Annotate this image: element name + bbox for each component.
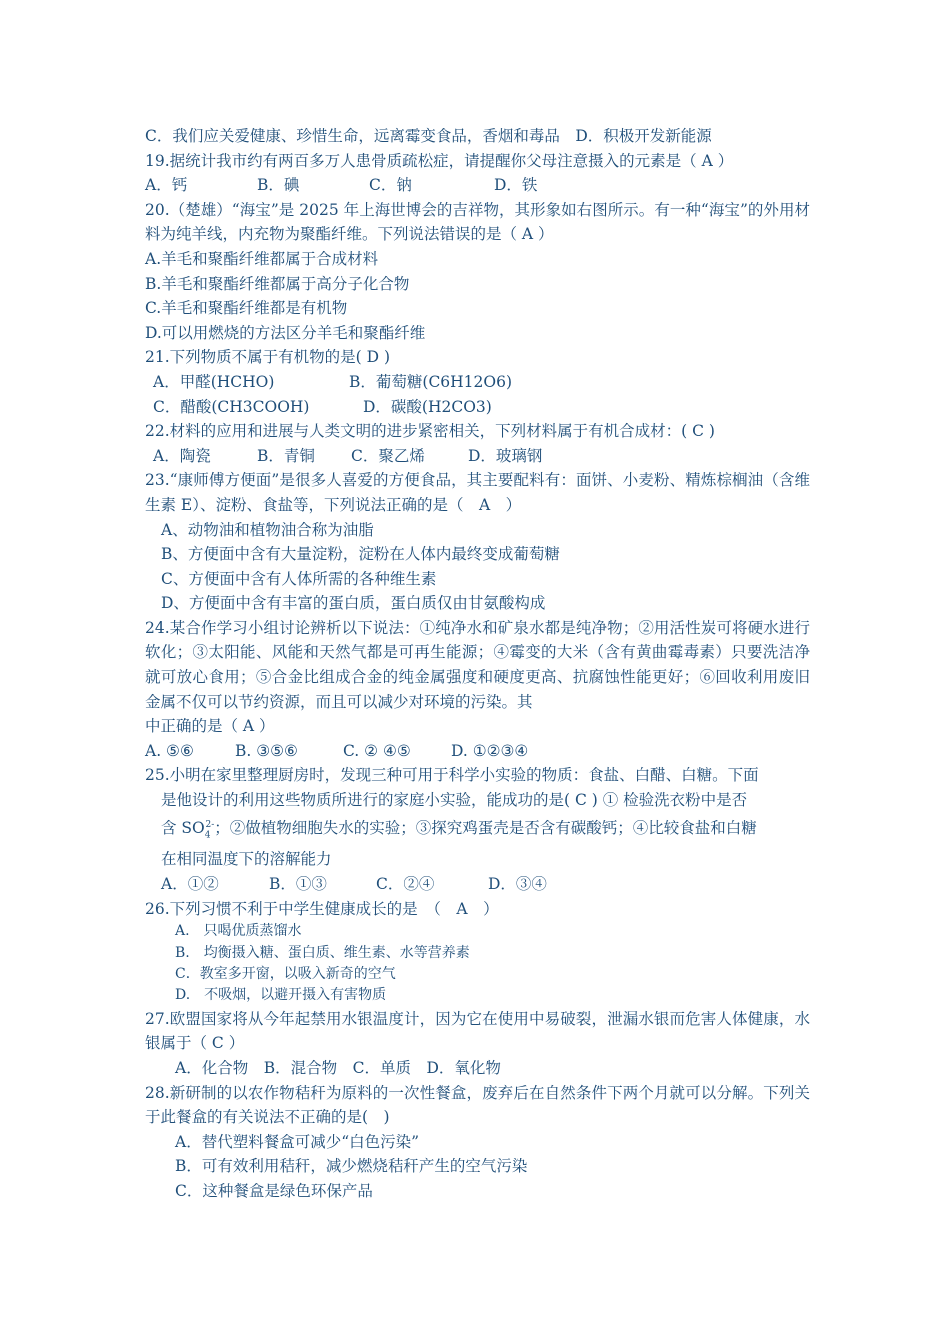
question-22: 22.材料的应用和进展与人类文明的进步紧密相关，下列材料属于有机合成材：( C ) bbox=[145, 422, 715, 441]
option: D．碳酸(H2CO3) bbox=[363, 397, 492, 416]
question-25-body: 是他设计的利用这些物质所进行的家庭小实验，能成功的是( C ) ① 检验洗衣粉中是否 bbox=[161, 791, 748, 810]
question-25-body: 在相同温度下的溶解能力 bbox=[161, 850, 332, 869]
question-28-option-b: B．可有效利用秸秆，减少燃烧秸秆产生的空气污染 bbox=[175, 1157, 528, 1176]
subscript: 4 bbox=[204, 829, 211, 840]
question-24-options bbox=[145, 739, 810, 764]
text-fragment: 含 SO bbox=[161, 818, 205, 837]
question-26-option-d: D. 不吸烟，以避开摄入有害物质 bbox=[175, 987, 387, 1004]
option: A．陶瓷 bbox=[153, 446, 211, 465]
question-26: 26.下列习惯不利于中学生健康成长的是 （ A ） bbox=[145, 899, 499, 918]
option: B．①③ bbox=[269, 875, 327, 894]
question-21-options-row2 bbox=[145, 395, 810, 420]
option: B. ③⑤⑥ bbox=[235, 741, 298, 760]
option: C．钠 bbox=[369, 176, 412, 195]
question-26-option-c: C．教室多开窗，以吸入新奇的空气 bbox=[175, 966, 396, 983]
question-23-option-a: A、动物油和植物油合称为油脂 bbox=[161, 520, 374, 539]
question-20: 20.（楚雄）“海宝”是 2025 年上海世博会的吉祥物，其形象如右图所示。有一种“海宝”的外用材料为纯羊线，内充物为聚酯纤维。下列说法错误的是（ A ） bbox=[145, 200, 810, 244]
question-21-options-row1 bbox=[145, 370, 810, 395]
question-26-option-a: A. 只喝优质蒸馏水 bbox=[175, 923, 302, 940]
option: C．聚乙烯 bbox=[351, 446, 425, 465]
question-19-options bbox=[145, 173, 810, 198]
option: A．钙 bbox=[145, 176, 188, 195]
question-20-option-c: C.羊毛和聚酯纤维都是有机物 bbox=[145, 299, 348, 318]
option: C．醋酸(CH3COOH) bbox=[153, 397, 310, 416]
question-23-option-c: C、方便面中含有人体所需的各种维生素 bbox=[161, 569, 437, 588]
text-fragment: ；②做植物细胞失水的实验；③探究鸡蛋壳是否含有碳酸钙；④比较食盐和白糖 bbox=[214, 818, 757, 837]
question-19: 19.据统计我市约有两百多万人患骨质疏松症，请提醒你父母注意摄入的元素是（ A ） bbox=[145, 151, 734, 170]
question-23-option-d: D、方便面中含有丰富的蛋白质，蛋白质仅由甘氨酸构成 bbox=[161, 594, 546, 613]
option: D．铁 bbox=[494, 176, 538, 195]
question-20-option-b: B.羊毛和聚酯纤维都属于高分子化合物 bbox=[145, 274, 410, 293]
option: B．碘 bbox=[257, 176, 300, 195]
question-25-body bbox=[145, 813, 810, 848]
question-24: 24.某合作学习小组讨论辨析以下说法：①纯净水和矿泉水都是纯净物；②用活性炭可将硬水进行软化；③太阳能、风能和天然气都是可再生能源；④霉变的大米（含有黄曲霉毒素）只要洗洁净就可放心食用；⑤合金比组成合金的纯金属强度和硬度更高、抗腐蚀性能更好；⑥回收利用废旧金属不仅可以节约资源，而且可以减少对环境的污染。其 bbox=[145, 618, 810, 711]
option: D. ①②③④ bbox=[451, 741, 529, 760]
option: A．①② bbox=[161, 875, 219, 894]
question-26-option-b: B. 均衡摄入糖、蛋白质、维生素、水等营养素 bbox=[175, 944, 470, 961]
question-28-option-c: C．这种餐盒是绿色环保产品 bbox=[175, 1182, 373, 1201]
question-27-options: A．化合物 B．混合物 C．单质 D．氧化物 bbox=[175, 1059, 501, 1078]
option: C．②④ bbox=[376, 875, 435, 894]
question-22-options bbox=[145, 444, 810, 469]
question-21: 21.下列物质不属于有机物的是( D ) bbox=[145, 348, 391, 367]
question-23-option-b: B、方便面中含有大量淀粉，淀粉在人体内最终变成葡萄糖 bbox=[161, 545, 560, 564]
question-27: 27.欧盟国家将从今年起禁用水银温度计，因为它在使用中易破裂，泄漏水银而危害人体健康，水银属于（ C ） bbox=[145, 1009, 810, 1053]
option-line: C．我们应关爱健康、珍惜生命，远离霉变食品，香烟和毒品 D．积极开发新能源 bbox=[145, 127, 712, 145]
question-20-option-d: D.可以用燃烧的方法区分羊毛和聚酯纤维 bbox=[145, 323, 426, 342]
option: C. ② ④⑤ bbox=[343, 741, 411, 760]
question-20-option-a: A.羊毛和聚酯纤维都属于合成材料 bbox=[145, 249, 379, 268]
question-23: 23.“康师傅方便面”是很多人喜爱的方便食品，其主要配料有：面饼、小麦粉、精炼棕榈油（含维生素 E）、淀粉、食盐等，下列说法正确的是（ A ） bbox=[145, 471, 810, 514]
option: D．③④ bbox=[488, 875, 547, 894]
question-25-options bbox=[145, 872, 810, 897]
question-28: 28.新研制的以农作物秸秆为原料的一次性餐盒，废弃后在自然条件下两个月就可以分解。下列关于此餐盒的有关说法不正确的是( ) bbox=[145, 1083, 810, 1127]
option: A．甲醛(HCHO) bbox=[153, 372, 275, 391]
superscript: 2- bbox=[205, 819, 215, 830]
question-28-option-a: A．替代塑料餐盒可减少“白色污染” bbox=[175, 1132, 420, 1151]
question-24-tail: 中正确的是（ A ） bbox=[145, 717, 275, 736]
option: B．青铜 bbox=[257, 446, 315, 465]
document-body bbox=[145, 124, 810, 1204]
option: B．葡萄糖(C6H12O6) bbox=[349, 372, 513, 391]
option: D．玻璃钢 bbox=[468, 446, 543, 465]
option: A. ⑤⑥ bbox=[145, 741, 194, 760]
question-25: 25.小明在家里整理厨房时，发现三种可用于科学小实验的物质：食盐、白醋、白糖。下面 bbox=[145, 766, 759, 785]
